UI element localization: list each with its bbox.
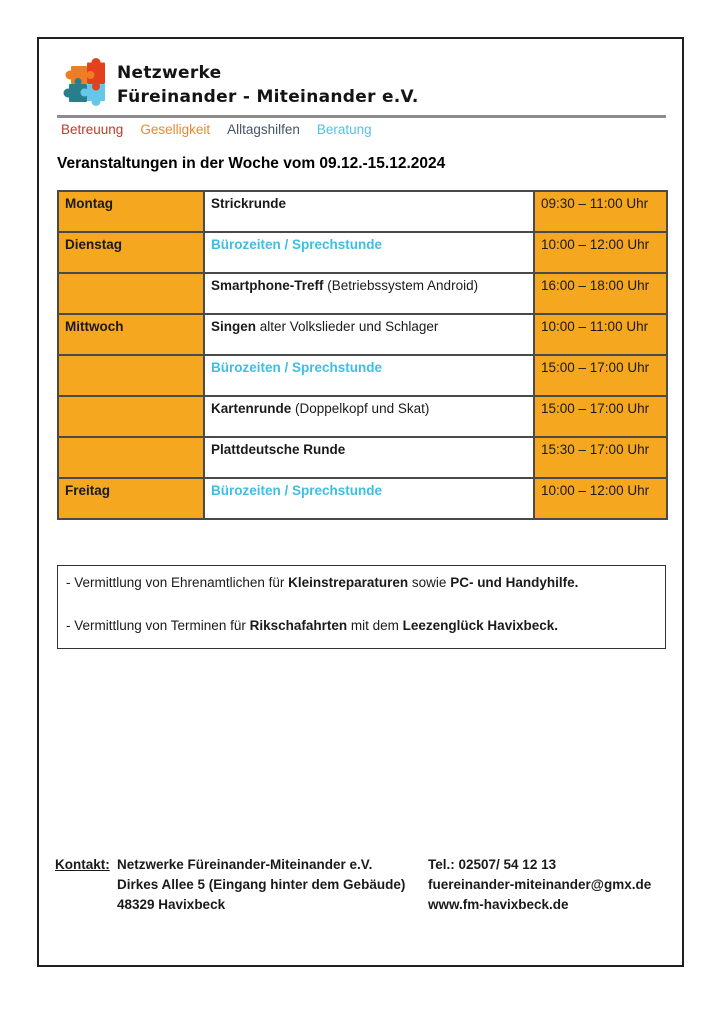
text-segment: Strickrunde bbox=[211, 196, 287, 211]
contact-label: Kontakt: bbox=[55, 857, 110, 872]
puzzle-logo-icon bbox=[63, 57, 113, 115]
activity-cell bbox=[204, 478, 534, 519]
schedule-row bbox=[58, 273, 667, 314]
text-segment: Bürozeiten / Sprechstunde bbox=[211, 483, 383, 498]
time-cell: 16:00 – 18:00 Uhr bbox=[534, 273, 667, 314]
schedule-row bbox=[58, 314, 667, 355]
text-segment: Bürozeiten / Sprechstunde bbox=[211, 237, 383, 252]
schedule-row bbox=[58, 232, 667, 273]
contact-address-line: 48329 Havixbeck bbox=[117, 897, 226, 912]
text-segment: Singen bbox=[211, 319, 257, 334]
header-divider bbox=[57, 115, 666, 118]
activity-cell bbox=[204, 314, 534, 355]
text-segment: Smartphone-Treff bbox=[211, 278, 324, 293]
time-cell: 10:00 – 12:00 Uhr bbox=[534, 478, 667, 519]
activity-cell bbox=[204, 437, 534, 478]
day-cell: Mittwoch bbox=[58, 314, 204, 355]
schedule-row bbox=[58, 396, 667, 437]
contact-address-line: Dirkes Allee 5 (Eingang hinter dem Gebäude) bbox=[117, 877, 406, 892]
time-cell: 10:00 – 11:00 Uhr bbox=[534, 314, 667, 355]
day-cell bbox=[58, 396, 204, 437]
organization-name bbox=[117, 61, 419, 109]
activity-cell bbox=[204, 273, 534, 314]
text-segment: (Doppelkopf und Skat) bbox=[291, 401, 430, 416]
header-nav bbox=[61, 122, 372, 137]
nav-item-betreuung: Betreuung bbox=[61, 122, 124, 137]
contact-address bbox=[117, 855, 405, 915]
schedule-table-body bbox=[58, 191, 667, 519]
info-line bbox=[66, 573, 657, 592]
text-segment: Leezenglück Havixbeck. bbox=[402, 618, 558, 633]
page-title: Veranstaltungen in der Woche vom 09.12.-15.12.2024 bbox=[57, 155, 446, 172]
day-cell: Dienstag bbox=[58, 232, 204, 273]
info-box bbox=[57, 565, 666, 649]
contact-comm-line: fuereinander-miteinander@gmx.de bbox=[428, 877, 652, 892]
day-cell: Freitag bbox=[58, 478, 204, 519]
time-cell: 15:00 – 17:00 Uhr bbox=[534, 396, 667, 437]
text-segment: sowie bbox=[408, 575, 451, 590]
text-segment: Kleinstreparaturen bbox=[288, 575, 409, 590]
brand-line2: Füreinander - Miteinander e.V. bbox=[117, 87, 419, 107]
nav-item-alltagshilfen: Alltagshilfen bbox=[227, 122, 300, 137]
text-segment: alter Volkslieder und Schlager bbox=[256, 319, 439, 334]
activity-cell bbox=[204, 191, 534, 232]
activity-cell bbox=[204, 355, 534, 396]
contact-comm-line: www.fm-havixbeck.de bbox=[428, 897, 569, 912]
text-segment: mit dem bbox=[347, 618, 403, 633]
time-cell: 15:00 – 17:00 Uhr bbox=[534, 355, 667, 396]
schedule-row bbox=[58, 478, 667, 519]
day-cell bbox=[58, 273, 204, 314]
brand-line1: Netzwerke bbox=[117, 63, 222, 83]
contact-address-line: Netzwerke Füreinander-Miteinander e.V. bbox=[117, 857, 373, 872]
text-segment: (Betriebssystem Android) bbox=[323, 278, 479, 293]
day-cell bbox=[58, 355, 204, 396]
time-cell: 15:30 – 17:00 Uhr bbox=[534, 437, 667, 478]
schedule-row bbox=[58, 437, 667, 478]
nav-item-geselligkeit: Geselligkeit bbox=[140, 122, 211, 137]
text-segment: Plattdeutsche Runde bbox=[211, 442, 346, 457]
text-segment: - Vermittlung von Terminen für bbox=[66, 618, 250, 633]
text-segment: PC- und Handyhilfe. bbox=[450, 575, 579, 590]
time-cell: 10:00 – 12:00 Uhr bbox=[534, 232, 667, 273]
activity-cell bbox=[204, 232, 534, 273]
schedule-table bbox=[57, 190, 668, 520]
nav-item-beratung: Beratung bbox=[316, 122, 372, 137]
info-line bbox=[66, 616, 657, 635]
text-segment: Bürozeiten / Sprechstunde bbox=[211, 360, 383, 375]
day-cell bbox=[58, 437, 204, 478]
schedule-row bbox=[58, 191, 667, 232]
contact-comm-line: Tel.: 02507/ 54 12 13 bbox=[428, 857, 557, 872]
activity-cell bbox=[204, 396, 534, 437]
contact-communication bbox=[428, 855, 651, 915]
text-segment: - Vermittlung von Ehrenamtlichen für bbox=[66, 575, 289, 590]
text-segment: Kartenrunde bbox=[211, 401, 292, 416]
text-segment: Rikschafahrten bbox=[249, 618, 348, 633]
day-cell: Montag bbox=[58, 191, 204, 232]
time-cell: 09:30 – 11:00 Uhr bbox=[534, 191, 667, 232]
schedule-row bbox=[58, 355, 667, 396]
